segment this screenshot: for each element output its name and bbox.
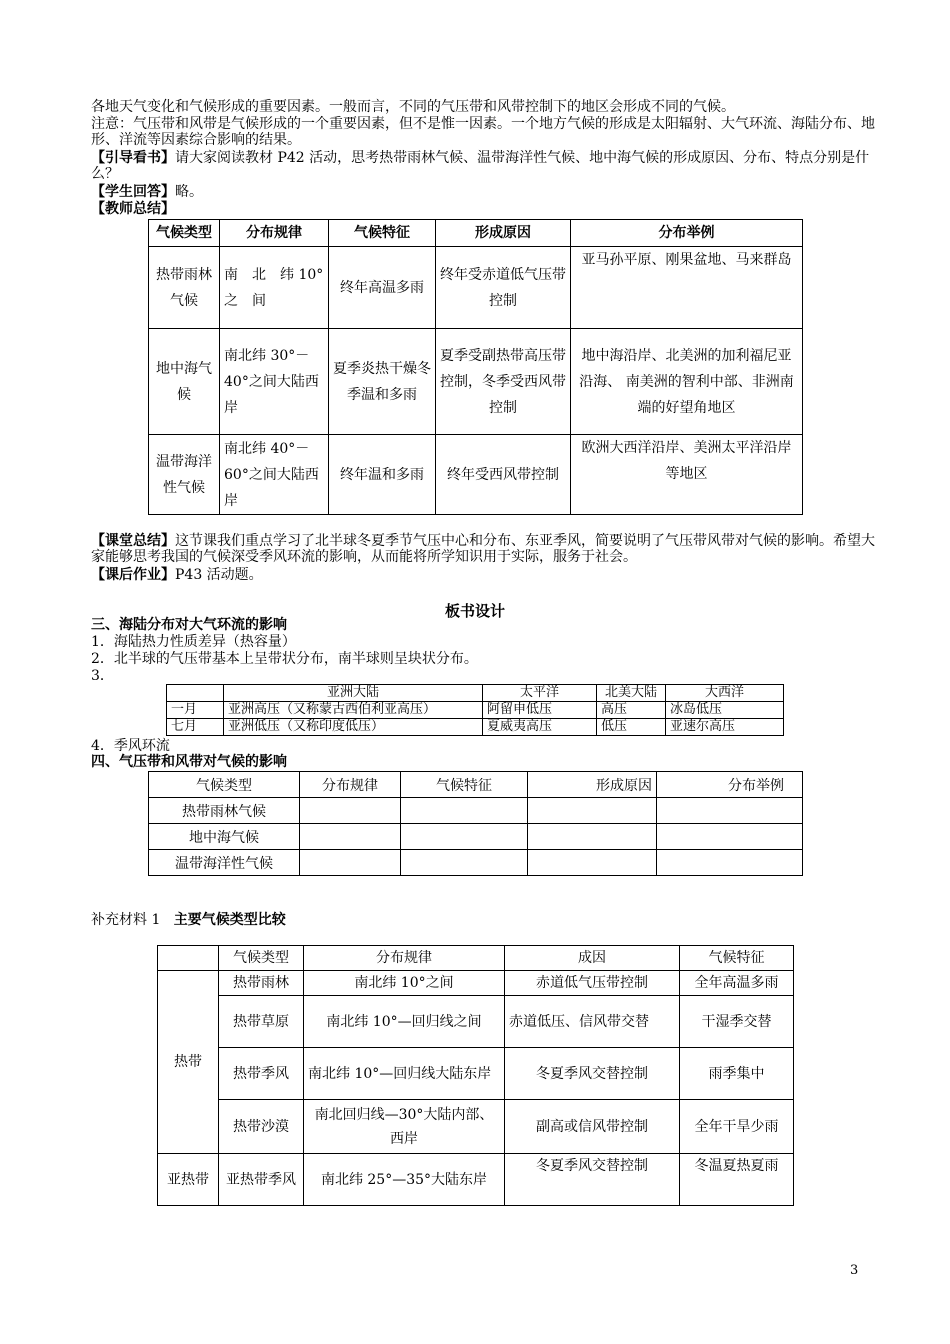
table-header-cell: 分布举例 — [657, 772, 803, 798]
table-cell: 南北纬 25°—35°大陆东岸 — [304, 1154, 505, 1206]
climate-comparison-table — [157, 945, 794, 1206]
table-cell: 热带雨林气候 — [149, 247, 220, 329]
table-cell: 低压 — [597, 719, 666, 736]
board-title: 板书设计 — [444, 602, 505, 620]
pressure-center-table — [166, 684, 784, 736]
table-cell: 亚洲低压（又称印度低压） — [224, 719, 483, 736]
section-3-heading: 三、海陆分布对大气环流的影响 — [91, 617, 287, 633]
table-header-cell: 分布规律 — [300, 772, 401, 798]
table-cell — [401, 798, 528, 824]
page-number: 3 — [850, 1263, 859, 1278]
table-header-cell: 亚洲大陆 — [224, 685, 483, 702]
table-header-cell: 气候类型 — [219, 946, 304, 971]
answer-text: 略。 — [175, 184, 203, 200]
table-cell: 冰岛低压 — [666, 702, 784, 719]
table-header-cell — [167, 685, 224, 702]
table-cell: 高压 — [597, 702, 666, 719]
table-cell: 地中海气候 — [149, 329, 220, 435]
table-header-cell: 分布规律 — [220, 220, 329, 247]
guide-label: 【引导看书】 — [91, 150, 175, 166]
table-cell: 欧洲大西洋沿岸、美洲太平洋沿岸等地区 — [571, 435, 803, 515]
table-cell: 南北纬 10°之间 — [304, 971, 505, 996]
table-row — [167, 702, 784, 719]
answer-label: 【学生回答】 — [91, 184, 175, 200]
table-cell: 冬夏季风交替控制 — [505, 1154, 680, 1206]
table-cell — [528, 798, 657, 824]
table-header-row — [149, 220, 803, 247]
table-cell: 终年高温多雨 — [329, 247, 436, 329]
table-cell — [657, 798, 803, 824]
board-item-1: 1．海陆热力性质差异（热容量） — [91, 634, 296, 650]
table-cell: 热带雨林气候 — [149, 798, 300, 824]
table-cell: 冬夏季风交替控制 — [505, 1048, 680, 1100]
table-cell: 终年受赤道低气压带控制 — [436, 247, 571, 329]
table-cell — [300, 850, 401, 876]
guide-text: 请大家阅读教材 P42 活动，思考热带雨林气候、温带海洋性气候、地中海气候的形成原因、分布、特点分别是什么？ — [91, 150, 870, 182]
table-cell: 赤道低压、信风带交替 — [505, 996, 680, 1048]
group-cell: 热带 — [158, 971, 219, 1154]
table-header-cell: 形成原因 — [436, 220, 571, 247]
table-row — [167, 719, 784, 736]
table-row — [158, 1100, 794, 1154]
table-row — [149, 247, 803, 329]
table-row — [149, 435, 803, 515]
table-row — [158, 1048, 794, 1100]
table-cell: 地中海气候 — [149, 824, 300, 850]
table-header-cell: 分布举例 — [571, 220, 803, 247]
table-header-cell: 北美大陆 — [597, 685, 666, 702]
table-cell: 副高或信风带控制 — [505, 1100, 680, 1154]
table-cell — [401, 824, 528, 850]
table-cell: 亚热带季风 — [219, 1154, 304, 1206]
table-cell: 亚洲高压（又称蒙古西伯利亚高压） — [224, 702, 483, 719]
homework-text: P43 活动题。 — [175, 567, 263, 583]
climate-summary-table — [148, 219, 803, 515]
table-cell: 热带沙漠 — [219, 1100, 304, 1154]
blank-climate-table — [148, 771, 803, 876]
table-row — [149, 850, 803, 876]
table-cell: 阿留申低压 — [483, 702, 597, 719]
table-cell: 亚马孙平原、刚果盆地、马来群岛 — [571, 247, 803, 329]
homework — [91, 567, 881, 583]
table-cell: 终年温和多雨 — [329, 435, 436, 515]
table-cell: 南北纬 10°—回归线之间 — [304, 996, 505, 1048]
table-header-cell: 气候类型 — [149, 220, 220, 247]
table-cell: 冬温夏热夏雨 — [680, 1154, 794, 1206]
table-header-cell: 分布规律 — [304, 946, 505, 971]
table-header-cell: 气候特征 — [401, 772, 528, 798]
group-cell: 亚热带 — [158, 1154, 219, 1206]
table-cell: 南北纬 40°－60°之间大陆西岸 — [220, 435, 329, 515]
table-header-cell: 大西洋 — [666, 685, 784, 702]
supplement-label: 补充材料 1 — [91, 912, 161, 928]
guide-paragraph — [91, 150, 881, 182]
supplement-heading — [91, 912, 881, 928]
table-row — [149, 824, 803, 850]
class-summary-label: 【课堂总结】 — [91, 533, 175, 549]
class-summary-text: 这节课我们重点学习了北半球冬夏季节气压中心和分布、东亚季风，简要说明了气压带风带对气候的影响。希望大家能够思考我国的气候深受季风环流的影响，从而能将所学知识用于实际，服务于社会。 — [91, 533, 875, 565]
table-header-cell: 气候特征 — [329, 220, 436, 247]
table-cell: 终年受西风带控制 — [436, 435, 571, 515]
table-cell: 温带海洋性气候 — [149, 435, 220, 515]
table-header-row — [158, 946, 794, 971]
table-row — [158, 996, 794, 1048]
table-cell: 赤道低气压带控制 — [505, 971, 680, 996]
table-cell — [528, 850, 657, 876]
board-item-2: 2．北半球的气压带基本上呈带状分布，南半球则呈块状分布。 — [91, 651, 478, 667]
table-cell: 南北纬 10°—回归线大陆东岸 — [304, 1048, 505, 1100]
table-header-cell: 气候特征 — [680, 946, 794, 971]
table-header-cell: 气候类型 — [149, 772, 300, 798]
table-cell — [401, 850, 528, 876]
table-header-cell: 成因 — [505, 946, 680, 971]
table-header-cell: 形成原因 — [528, 772, 657, 798]
table-header-cell: 太平洋 — [483, 685, 597, 702]
table-row — [149, 329, 803, 435]
supplement-title: 主要气候类型比较 — [173, 912, 286, 928]
table-cell: 全年干旱少雨 — [680, 1100, 794, 1154]
table-cell — [528, 824, 657, 850]
table-cell — [657, 850, 803, 876]
table-cell: 一月 — [167, 702, 224, 719]
table-row — [149, 798, 803, 824]
table-cell: 热带季风 — [219, 1048, 304, 1100]
table-cell — [300, 824, 401, 850]
table-cell: 热带雨林 — [219, 971, 304, 996]
table-header-cell — [158, 946, 219, 971]
board-item-3: 3． — [91, 668, 114, 684]
table-cell: 亚速尔高压 — [666, 719, 784, 736]
board-item-4: 4．季风环流 — [91, 738, 170, 754]
table-cell: 南北纬 30°－40°之间大陆西岸 — [220, 329, 329, 435]
table-header-row — [149, 772, 803, 798]
table-row — [158, 1154, 794, 1206]
table-cell: 热带草原 — [219, 996, 304, 1048]
summary-label: 【教师总结】 — [91, 201, 175, 217]
section-4-heading: 四、气压带和风带对气候的影响 — [91, 754, 287, 770]
table-cell: 温带海洋性气候 — [149, 850, 300, 876]
table-cell — [300, 798, 401, 824]
answer-paragraph — [91, 184, 881, 200]
table-cell: 全年高温多雨 — [680, 971, 794, 996]
table-cell: 南 北 纬 10°之 间 — [220, 247, 329, 329]
intro-line: 各地天气变化和气候形成的重要因素。一般而言，不同的气压带和风带控制下的地区会形成不同的气候。 — [91, 99, 735, 115]
table-cell — [657, 824, 803, 850]
table-cell: 夏季受副热带高压带控制，冬季受西风带控制 — [436, 329, 571, 435]
table-header-row — [167, 685, 784, 702]
table-cell: 干湿季交替 — [680, 996, 794, 1048]
table-cell: 雨季集中 — [680, 1048, 794, 1100]
table-cell: 七月 — [167, 719, 224, 736]
table-cell: 夏威夷高压 — [483, 719, 597, 736]
table-cell: 南北回归线—30°大陆内部、西岸 — [304, 1100, 505, 1154]
class-summary — [91, 533, 881, 565]
homework-label: 【课后作业】 — [91, 567, 175, 583]
table-cell: 夏季炎热干燥冬季温和多雨 — [329, 329, 436, 435]
table-row — [158, 971, 794, 996]
table-cell: 地中海沿岸、北美洲的加利福尼亚沿海、 南美洲的智利中部、非洲南端的好望角地区 — [571, 329, 803, 435]
note-paragraph: 注意：气压带和风带是气候形成的一个重要因素，但不是惟一因素。一个地方气候的形成是太阳辐射、大气环流、海陆分布、地形、洋流等因素综合影响的结果。 — [91, 116, 875, 148]
